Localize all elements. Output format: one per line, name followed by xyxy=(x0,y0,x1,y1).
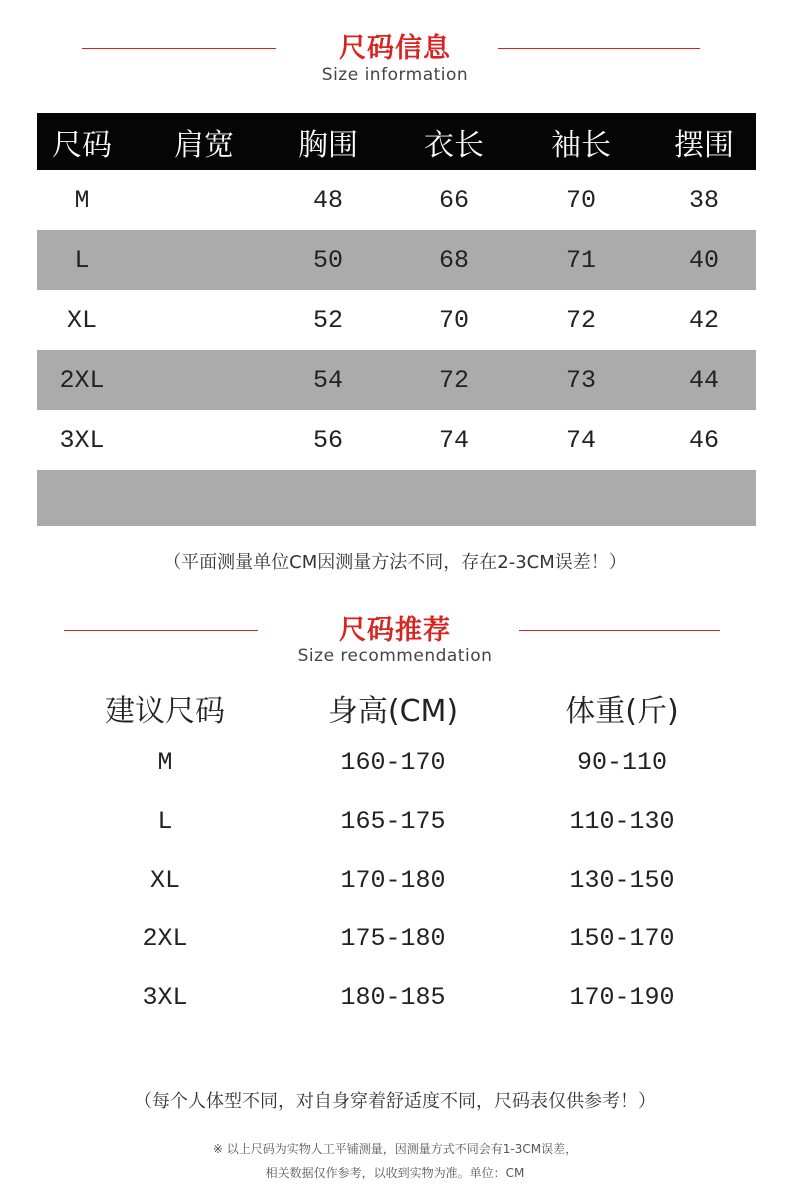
cell-sleeve: 74 xyxy=(565,425,596,455)
rec-header-weight: 体重(斤) xyxy=(565,694,679,729)
rec-header-size: 建议尺码 xyxy=(105,694,225,729)
cell-hem: 46 xyxy=(688,425,719,455)
table-row xyxy=(37,350,756,410)
table-empty-row xyxy=(37,470,756,526)
rec-cell-weight: 170-190 xyxy=(569,983,675,1012)
cell-shoulder xyxy=(145,290,263,350)
cell-shoulder xyxy=(145,230,263,290)
rec-cell-height: 160-170 xyxy=(340,748,446,777)
cell-shoulder xyxy=(145,170,263,230)
cell-chest: 50 xyxy=(312,245,343,275)
header-shoulder: 肩宽 xyxy=(174,127,234,163)
cell-hem: 44 xyxy=(688,365,719,395)
rec-cell-size: L xyxy=(157,807,173,836)
cell-length: 72 xyxy=(438,365,469,395)
table-row xyxy=(37,170,756,230)
header-sleeve: 袖长 xyxy=(551,127,611,163)
header-length: 衣长 xyxy=(424,127,484,163)
size-table xyxy=(37,113,756,526)
cell-length: 70 xyxy=(438,305,469,335)
rec-cell-weight: 130-150 xyxy=(569,866,675,895)
rec-cell-size: M xyxy=(157,748,173,777)
cell-size: XL xyxy=(66,305,97,335)
cell-hem: 42 xyxy=(688,305,719,335)
cell-shoulder xyxy=(145,410,263,470)
rec-cell-height: 180-185 xyxy=(340,983,446,1012)
header-hem: 摆围 xyxy=(674,127,734,163)
size-info-subtitle: Size information xyxy=(321,65,469,85)
size-table-header xyxy=(37,113,756,170)
cell-size: 3XL xyxy=(59,425,105,455)
rec-header-height: 身高(CM) xyxy=(327,694,459,729)
cell-sleeve: 71 xyxy=(565,245,596,275)
table-row xyxy=(37,290,756,350)
rec-cell-weight: 150-170 xyxy=(569,924,675,953)
table-row xyxy=(37,410,756,470)
rec-cell-height: 165-175 xyxy=(340,807,446,836)
cell-chest: 56 xyxy=(312,425,343,455)
rec-cell-height: 170-180 xyxy=(340,866,446,895)
cell-size: M xyxy=(74,185,90,215)
size-info-title: 尺码信息 xyxy=(339,33,451,64)
rec-cell-weight: 90-110 xyxy=(576,748,667,777)
cell-hem: 38 xyxy=(688,185,719,215)
cell-size: L xyxy=(74,245,90,275)
cell-sleeve: 70 xyxy=(565,185,596,215)
reference-note: （每个人体型不同，对自身穿着舒适度不同，尺码表仅供参考！） xyxy=(134,1091,656,1112)
rec-cell-weight: 110-130 xyxy=(569,807,675,836)
cell-chest: 52 xyxy=(312,305,343,335)
measurement-note: （平面测量单位CM因测量方法不同，存在2-3CM误差！） xyxy=(163,552,627,573)
cell-size: 2XL xyxy=(59,365,105,395)
rec-cell-size: 3XL xyxy=(142,983,188,1012)
header-size: 尺码 xyxy=(52,127,112,163)
header-chest: 胸围 xyxy=(298,127,358,163)
size-rec-title: 尺码推荐 xyxy=(339,615,451,646)
cell-length: 68 xyxy=(438,245,469,275)
cell-length: 66 xyxy=(438,185,469,215)
size-rec-subtitle: Size recommendation xyxy=(297,646,493,666)
rec-cell-height: 175-180 xyxy=(340,924,446,953)
footer-line-2: 相关数据仅作参考，以收到实物为准。单位：CM xyxy=(265,1166,525,1180)
cell-shoulder xyxy=(145,350,263,410)
table-row xyxy=(37,230,756,290)
cell-sleeve: 73 xyxy=(565,365,596,395)
cell-hem: 40 xyxy=(688,245,719,275)
cell-chest: 54 xyxy=(312,365,343,395)
rec-cell-size: 2XL xyxy=(142,924,188,953)
cell-length: 74 xyxy=(438,425,469,455)
cell-sleeve: 72 xyxy=(565,305,596,335)
footer-line-1: ※ 以上尺码为实物人工平铺测量，因测量方式不同会有1-3CM误差， xyxy=(212,1142,578,1156)
rec-cell-size: XL xyxy=(149,866,180,895)
cell-chest: 48 xyxy=(312,185,343,215)
